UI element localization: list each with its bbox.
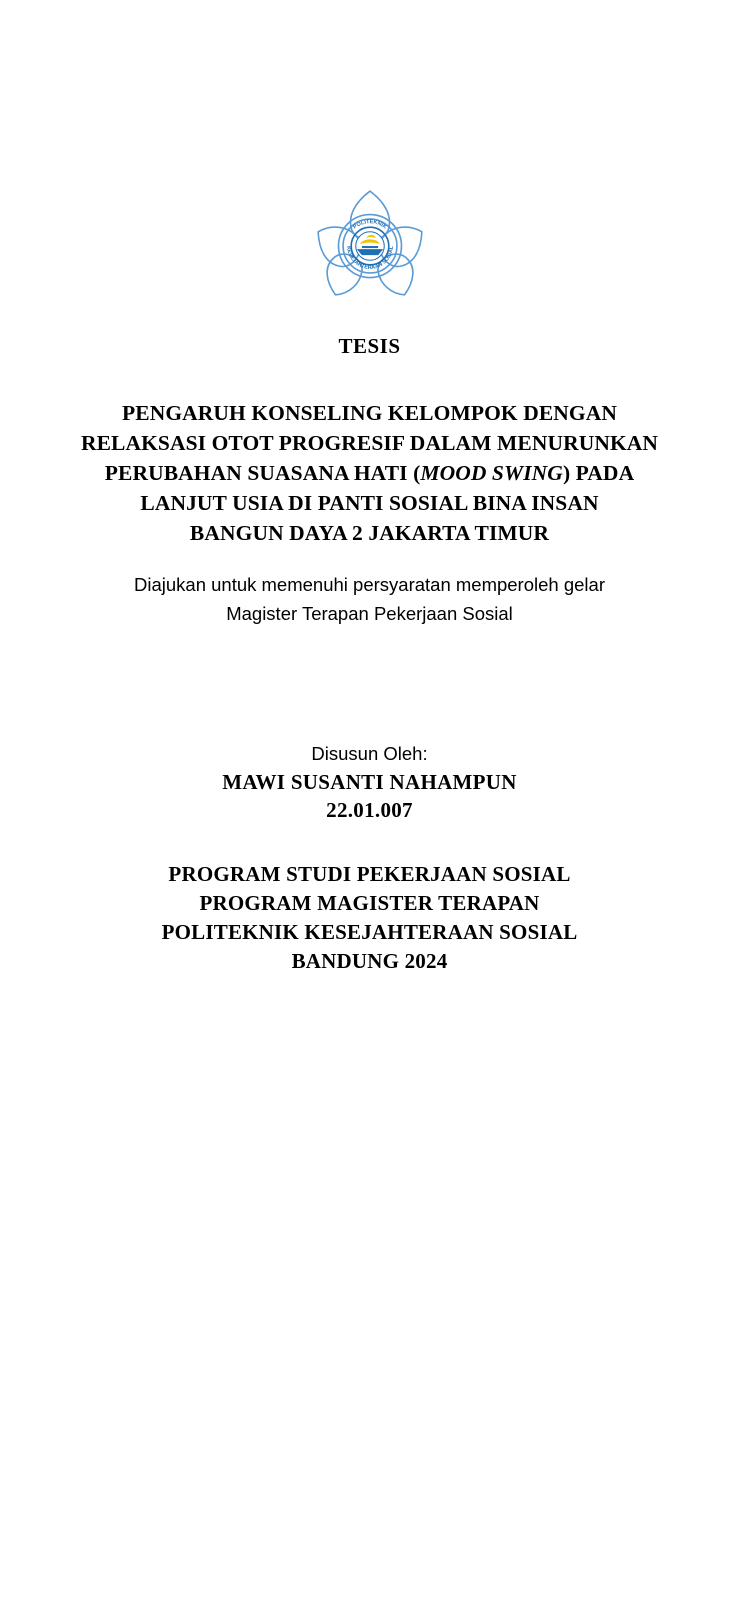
title-line-4: LANJUT USIA DI PANTI SOSIAL BINA INSAN	[140, 491, 599, 515]
title-line-1: PENGARUH KONSELING KELOMPOK DENGAN	[122, 401, 617, 425]
title-line-5: BANGUN DAYA 2 JAKARTA TIMUR	[189, 521, 550, 545]
purpose-line-1: Diajukan untuk memenuhi persyaratan memperoleh gelar	[134, 574, 605, 595]
svg-text:POLITEKNIK: POLITEKNIK	[351, 219, 388, 231]
author-name: MAWI SUSANTI NAHAMPUN	[222, 770, 517, 794]
politeknik-kesejahteraan-sosial-logo-icon	[309, 185, 431, 303]
institution-line-4: BANDUNG 2024	[291, 949, 448, 973]
title-line-3-italic: MOOD SWING	[420, 461, 563, 485]
institution-line-3: POLITEKNIK KESEJAHTERAAN SOSIAL	[161, 920, 578, 944]
title-line-3-after: ) PADA	[562, 461, 635, 485]
author-block	[0, 740, 739, 824]
document-type: TESIS	[338, 334, 401, 358]
title-line-3-before: PERUBAHAN SUASANA HATI (	[104, 461, 421, 485]
author-student-id: 22.01.007	[326, 798, 413, 822]
purpose-line-2: Magister Terapan Pekerjaan Sosial	[226, 603, 513, 624]
title-line-3	[16, 458, 723, 488]
title-line-2: RELAKSASI OTOT PROGRESIF DALAM MENURUNKAN	[80, 431, 659, 455]
institution-line-1: PROGRAM STUDI PEKERJAAN SOSIAL	[168, 862, 571, 886]
institution-block	[0, 860, 739, 976]
institution-line-2: PROGRAM MAGISTER TERAPAN	[199, 891, 540, 915]
svg-text:KESEJAHTERAAN SOSIAL: KESEJAHTERAAN SOSIAL	[344, 245, 395, 271]
page-title	[0, 398, 739, 548]
author-label: Disusun Oleh:	[311, 743, 428, 764]
logo-container	[0, 185, 739, 303]
purpose-statement	[0, 570, 739, 628]
